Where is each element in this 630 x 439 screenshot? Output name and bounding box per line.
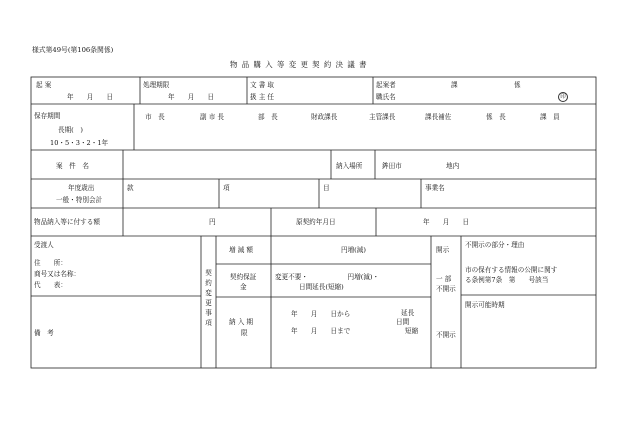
bunsho-label: 文 書 取 — [250, 81, 274, 89]
kou-label: 項 — [223, 184, 230, 192]
kigen-to[interactable]: 年 月 日まで — [291, 327, 351, 335]
kaiji-label: 開示 — [436, 246, 450, 254]
role-mayor: 市 長 — [145, 113, 165, 121]
form-number: 様式第49号(第106条関係) — [32, 46, 114, 54]
hozon-label: 保存期間 — [34, 112, 61, 120]
zougen-label: 増 減 額 — [229, 246, 253, 254]
kigen-from[interactable]: 年 月 日から — [291, 310, 351, 318]
reason-text-2: る条例第7条 第 号該当 — [465, 276, 549, 284]
role-assistant: 課長補佐 — [425, 113, 452, 121]
kian-label: 起 案 — [36, 81, 52, 89]
nounyu-place: 地内 — [446, 162, 460, 170]
hoshou-line1: 変更不要・ 円増(減)・ — [275, 273, 380, 281]
page-title: 物 品 購 入 等 変 更 契 約 決 議 書 — [230, 60, 368, 69]
role-vice-mayor: 副 市 長 — [200, 113, 224, 121]
kanou-title: 開示可能時期 — [465, 301, 505, 309]
encho-label: 延長 — [401, 309, 415, 317]
kingaku-label: 物品納入等に付する額 — [34, 218, 100, 226]
seal-mark: 印 — [558, 92, 568, 102]
ichibu-label: 一 部 — [436, 275, 452, 283]
hoshou-line2: 日間延長(短縮) — [299, 283, 344, 291]
henkou-vertical-label: 契約変更事項 — [205, 269, 212, 327]
nounyu-city: 鉾田市 — [382, 162, 402, 170]
nounyu-label: 納入場所 — [336, 162, 363, 170]
role-staff: 課 員 — [540, 113, 560, 121]
kingaku-yen: 円 — [209, 218, 216, 226]
shougo-label: 商号又は名称： — [34, 270, 81, 278]
shokushimei-label: 職氏名 — [376, 93, 396, 101]
role-chief: 係 長 — [486, 113, 506, 121]
nichikan-label: 日間 — [396, 318, 410, 326]
nounyu-kigen-label1: 納 入 期 — [229, 318, 253, 326]
choki-label: 長期( ) — [58, 126, 83, 134]
kian-date[interactable]: 年 月 日 — [67, 93, 114, 101]
jouto-label: 受渡人 — [34, 241, 54, 249]
hoshou-label2: 金 — [240, 283, 247, 291]
gen-label: 原契約年月日 — [296, 218, 336, 226]
shori-date[interactable]: 年 月 日 — [168, 93, 215, 101]
reason-text-1: 市の保有する情報の公開に関す — [465, 266, 558, 274]
atsukai-label: 扱 主 任 — [250, 93, 274, 101]
kaikei-label: 一般・特別会計 — [56, 196, 103, 204]
bikou-label: 備 考 — [34, 329, 54, 337]
kakari-label: 係 — [514, 81, 521, 89]
role-director: 部 長 — [258, 113, 278, 121]
nendo-label: 年度歳出 — [68, 184, 95, 192]
hikaiji-label: 不開示 — [436, 285, 456, 293]
gen-date[interactable]: 年 月 日 — [423, 218, 470, 226]
reason-title: 不開示の部分・理由 — [465, 241, 525, 249]
ka-label: 課 — [451, 81, 458, 89]
jigyou-label: 事業名 — [425, 184, 445, 192]
shori-label: 処理期限 — [143, 81, 170, 89]
moku-label: 目 — [323, 184, 330, 192]
jusho-label: 住 所： — [34, 259, 67, 267]
hikaiji-label-2: 不開示 — [436, 331, 456, 339]
role-manager: 主管課長 — [369, 113, 396, 121]
daihyo-label: 代 表： — [34, 281, 67, 289]
hoshou-label1: 契約保証 — [230, 273, 257, 281]
tanshuku-label: 短縮 — [405, 327, 419, 335]
anken-label: 案 件 名 — [56, 162, 89, 170]
nounyu-kigen-label2: 限 — [241, 329, 248, 337]
kiansha-label: 起案者 — [376, 81, 396, 89]
zougen-value: 円増(減) — [341, 246, 366, 254]
years-label: 10・5・3・2・1年 — [50, 139, 109, 147]
role-finance: 財政課長 — [311, 113, 338, 121]
kan-label: 款 — [127, 184, 134, 192]
